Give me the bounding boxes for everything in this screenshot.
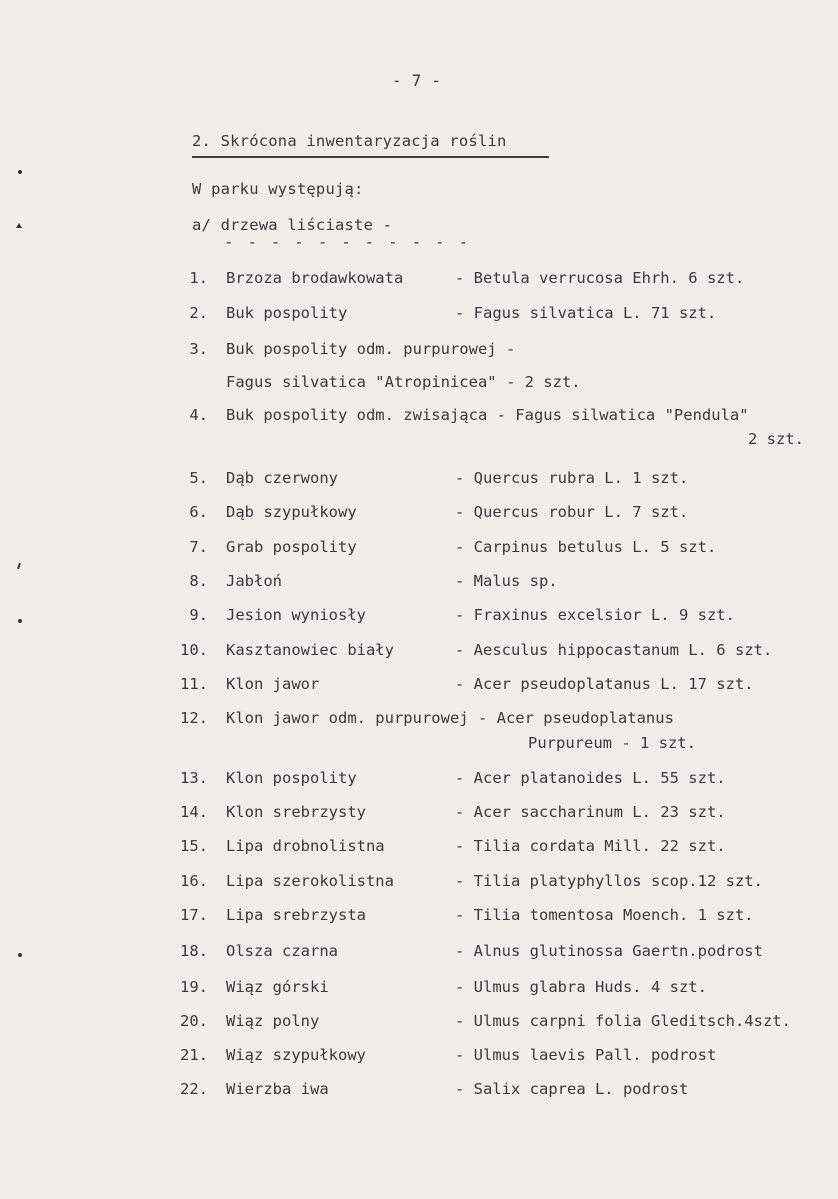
item-number: 18. bbox=[180, 942, 208, 960]
common-name: Buk pospolity bbox=[226, 304, 348, 322]
item-number: 11. bbox=[180, 675, 208, 693]
latin-name: - Tilia tomentosa Moench. 1 szt. bbox=[455, 906, 754, 924]
margin-dot bbox=[18, 953, 22, 957]
latin-name: - Fraxinus excelsior L. 9 szt. bbox=[455, 606, 735, 624]
item-number: 8. bbox=[189, 572, 208, 590]
latin-name: - Ulmus glabra Huds. 4 szt. bbox=[455, 978, 707, 996]
continuation-line: Purpureum - 1 szt. bbox=[528, 734, 696, 752]
common-name: Wierzba iwa bbox=[226, 1080, 329, 1098]
margin-tick bbox=[17, 563, 21, 569]
latin-name: - Acer pseudoplatanus L. 17 szt. bbox=[455, 675, 754, 693]
common-name: Wiąz szypułkowy bbox=[226, 1046, 366, 1064]
item-number: 9. bbox=[189, 606, 208, 624]
latin-name: - Carpinus betulus L. 5 szt. bbox=[455, 538, 717, 556]
section-title-underline bbox=[192, 156, 549, 158]
subheading: a/ drzewa liściaste - bbox=[192, 216, 393, 234]
latin-name: - Alnus glutinossa Gaertn.podrost bbox=[455, 942, 763, 960]
common-name: Wiąz polny bbox=[226, 1012, 320, 1030]
common-name: Kasztanowiec biały bbox=[226, 641, 394, 659]
common-name: Brzoza brodawkowata bbox=[226, 269, 404, 287]
common-name: Dąb czerwony bbox=[226, 469, 338, 487]
page-number: - 7 - bbox=[392, 71, 442, 90]
item-number: 12. bbox=[180, 709, 208, 727]
common-name: Jabłoń bbox=[226, 572, 282, 590]
latin-name: - Aesculus hippocastanum L. 6 szt. bbox=[455, 641, 773, 659]
common-name: Jesion wyniosły bbox=[226, 606, 366, 624]
margin-dot bbox=[18, 170, 22, 174]
latin-name: - Tilia cordata Mill. 22 szt. bbox=[455, 837, 726, 855]
latin-name: - Acer platanoides L. 55 szt. bbox=[455, 769, 726, 787]
item-number: 20. bbox=[180, 1012, 208, 1030]
item-number: 6. bbox=[189, 503, 208, 521]
item-number: 4. bbox=[189, 406, 208, 424]
item-number: 10. bbox=[180, 641, 208, 659]
common-name: Klon jawor odm. purpurowej - Acer pseudoplatanus bbox=[226, 709, 674, 727]
latin-name: - Ulmus laevis Pall. podrost bbox=[455, 1046, 717, 1064]
item-number: 1. bbox=[189, 269, 208, 287]
item-number: 15. bbox=[180, 837, 208, 855]
item-number: 13. bbox=[180, 769, 208, 787]
item-number: 16. bbox=[180, 872, 208, 890]
item-number: 21. bbox=[180, 1046, 208, 1064]
item-number: 19. bbox=[180, 978, 208, 996]
margin-dot bbox=[18, 619, 22, 623]
section-title: 2. Skrócona inwentaryzacja roślin bbox=[192, 132, 507, 150]
latin-name: - Malus sp. bbox=[455, 572, 558, 590]
latin-name: - Acer saccharinum L. 23 szt. bbox=[455, 803, 726, 821]
common-name: Buk pospolity odm. purpurowej - bbox=[226, 340, 516, 358]
continuation-line: Fagus silvatica "Atropinicea" - 2 szt. bbox=[226, 373, 581, 391]
item-number: 2. bbox=[189, 304, 208, 322]
latin-name: - Quercus robur L. 7 szt. bbox=[455, 503, 689, 521]
common-name: Lipa szerokolistna bbox=[226, 872, 394, 890]
latin-name: - Salix caprea L. podrost bbox=[455, 1080, 689, 1098]
common-name: Olsza czarna bbox=[226, 942, 338, 960]
common-name: Lipa drobnolistna bbox=[226, 837, 385, 855]
latin-name: - Fagus silvatica L. 71 szt. bbox=[455, 304, 717, 322]
item-number: 5. bbox=[189, 469, 208, 487]
item-number: 17. bbox=[180, 906, 208, 924]
item-number: 14. bbox=[180, 803, 208, 821]
common-name: Klon jawor bbox=[226, 675, 320, 693]
intro-text: W parku występują: bbox=[192, 180, 364, 198]
item-number: 22. bbox=[180, 1080, 208, 1098]
common-name: Buk pospolity odm. zwisająca - Fagus silwatica "Pendula" bbox=[226, 406, 749, 424]
margin-mark bbox=[16, 223, 22, 228]
common-name: Wiąz górski bbox=[226, 978, 329, 996]
common-name: Klon srebrzysty bbox=[226, 803, 366, 821]
item-number: 3. bbox=[189, 340, 208, 358]
latin-name: - Betula verrucosa Ehrh. 6 szt. bbox=[455, 269, 745, 287]
latin-name: - Ulmus carpni folia Gleditsch.4szt. bbox=[455, 1012, 791, 1030]
continuation-line: 2 szt. bbox=[748, 430, 804, 448]
common-name: Klon pospolity bbox=[226, 769, 357, 787]
common-name: Lipa srebrzysta bbox=[226, 906, 366, 924]
subheading-underline: - - - - - - - - - - - bbox=[224, 233, 471, 251]
common-name: Grab pospolity bbox=[226, 538, 357, 556]
item-number: 7. bbox=[189, 538, 208, 556]
latin-name: - Quercus rubra L. 1 szt. bbox=[455, 469, 689, 487]
common-name: Dąb szypułkowy bbox=[226, 503, 357, 521]
latin-name: - Tilia platyphyllos scop.12 szt. bbox=[455, 872, 763, 890]
